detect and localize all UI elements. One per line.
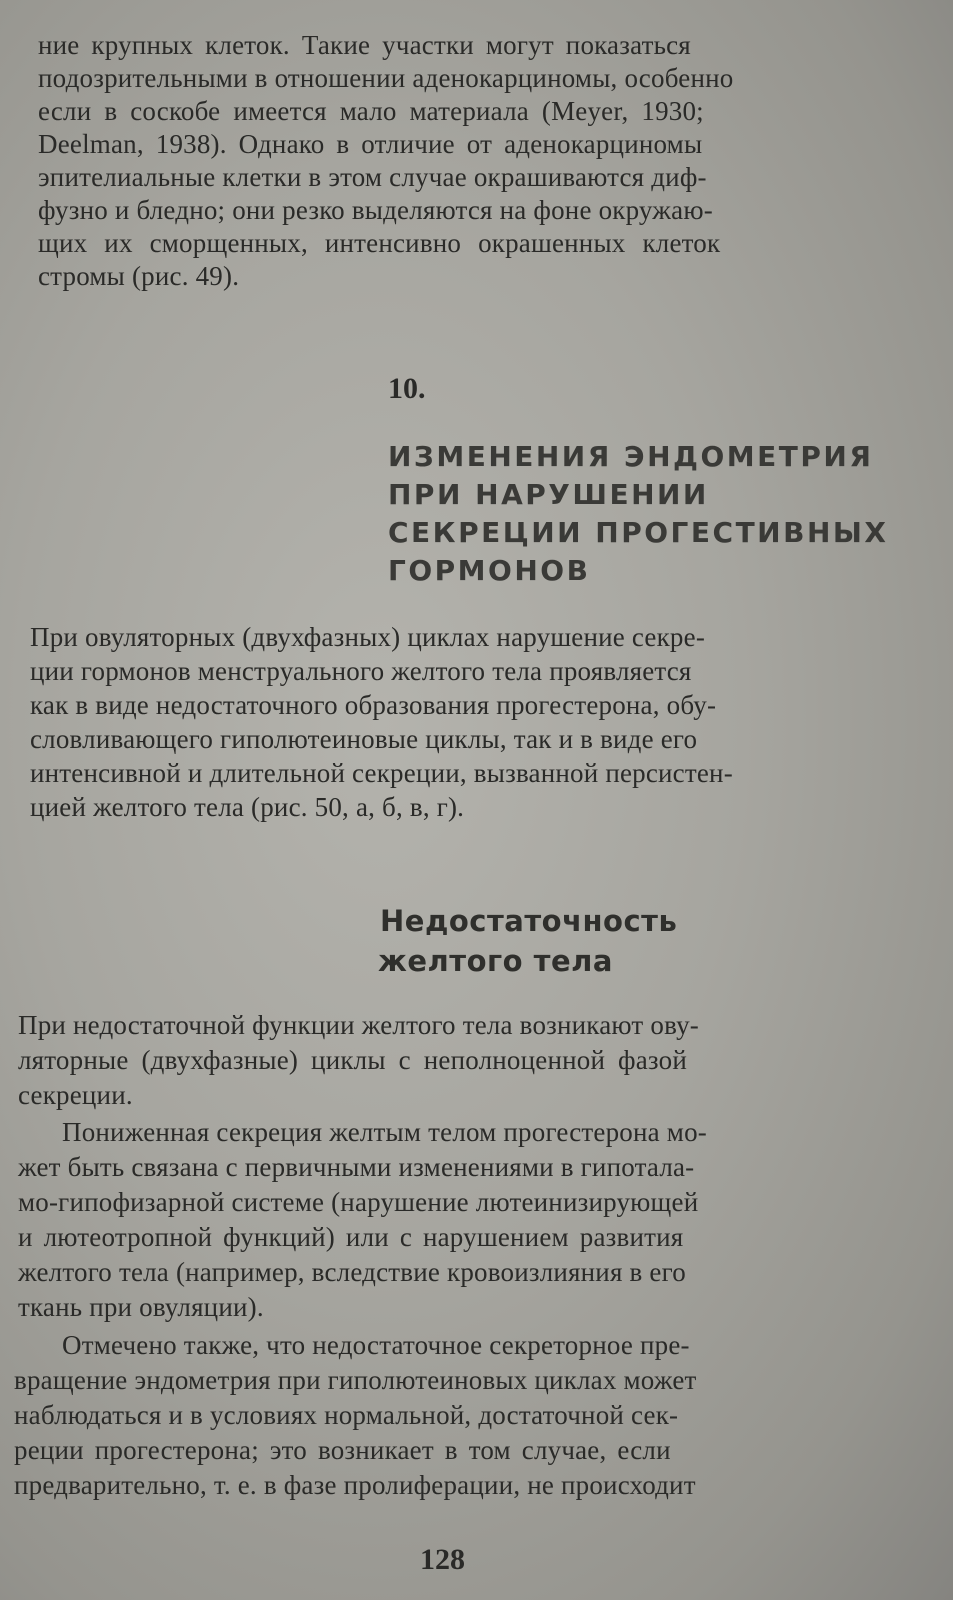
paragraph-1-line-8: стромы (рис. 49).	[38, 261, 240, 291]
paragraph-2-line-6: цией желтого тела (рис. 50, а, б, в, г).	[30, 792, 465, 822]
paragraph-1-line-3: если в соскобе имеется мало материала (Meyer, 1930;	[38, 96, 704, 126]
section-number: 10.	[388, 372, 426, 405]
paragraph-4-line-3: мо-гипофизарной системе (нарушение лютеинизирующей	[18, 1187, 699, 1217]
paragraph-1-line-5: эпителиальные клетки в этом случае окрашиваются диф-	[38, 162, 707, 192]
paragraph-5-line-4: реции прогестерона; это возникает в том случае, если	[14, 1435, 671, 1465]
subsection-title-line-1: Недостаточность	[380, 904, 678, 938]
paragraph-5-line-1: Отмечено также, что недостаточное секреторное пре-	[62, 1330, 690, 1360]
paragraph-2-line-5: интенсивной и длительной секреции, вызванной персистен-	[30, 758, 733, 788]
paragraph-1-line-1: ние крупных клеток. Такие участки могут показаться	[38, 30, 691, 60]
paragraph-3-line-3: секреции.	[18, 1080, 133, 1110]
paragraph-1-line-6: фузно и бледно; они резко выделяются на фоне окружаю-	[38, 195, 713, 225]
paragraph-1-line-7: щих их сморщенных, интенсивно окрашенных клеток	[38, 228, 721, 258]
paragraph-1-line-4: Deelman, 1938). Однако в отличие от аденокарциномы	[38, 129, 703, 159]
paragraph-4-line-4: и лютеотропной функций) или с нарушением развития	[18, 1222, 684, 1252]
paragraph-3-line-1: При недостаточной функции желтого тела возникают ову-	[18, 1010, 699, 1040]
paragraph-4-line-2: жет быть связана с первичными изменениями в гипотала-	[18, 1152, 695, 1182]
section-title-line-1: ИЗМЕНЕНИЯ ЭНДОМЕТРИЯ	[388, 440, 874, 473]
section-title-line-2: ПРИ НАРУШЕНИИ	[388, 478, 709, 511]
page-number: 128	[420, 1543, 465, 1576]
subsection-title-line-2: желтого тела	[378, 944, 613, 978]
paragraph-4-line-5: желтого тела (например, вследствие кровоизлияния в его	[18, 1257, 686, 1287]
paragraph-4-line-6: ткань при овуляции).	[18, 1292, 264, 1322]
paragraph-5-line-3: наблюдаться и в условиях нормальной, достаточной сек-	[14, 1400, 679, 1430]
paragraph-2-line-1: При овуляторных (двухфазных) циклах нарушение секре-	[30, 622, 706, 652]
section-title-line-4: ГОРМОНОВ	[388, 554, 591, 587]
paragraph-3-line-2: ляторные (двухфазные) циклы с неполноценной фазой	[18, 1045, 687, 1075]
paragraph-2-line-3: как в виде недостаточного образования прогестерона, обу-	[30, 690, 717, 720]
paragraph-4-line-1: Пониженная секреция желтым телом прогестерона мо-	[62, 1117, 707, 1147]
paragraph-2-line-2: ции гормонов менструального желтого тела проявляется	[30, 656, 692, 686]
paragraph-1-line-2: подозрительными в отношении аденокарциномы, особенно	[38, 63, 734, 93]
paragraph-5-line-2: вращение эндометрия при гиполютеиновых циклах может	[14, 1365, 697, 1395]
paragraph-2-line-4: словливающего гиполютеиновые циклы, так и в виде его	[30, 724, 698, 754]
section-title-line-3: СЕКРЕЦИИ ПРОГЕСТИВНЫХ	[388, 516, 889, 549]
paragraph-5-line-5: предварительно, т. е. в фазе пролиферации, не происходит	[14, 1470, 696, 1500]
